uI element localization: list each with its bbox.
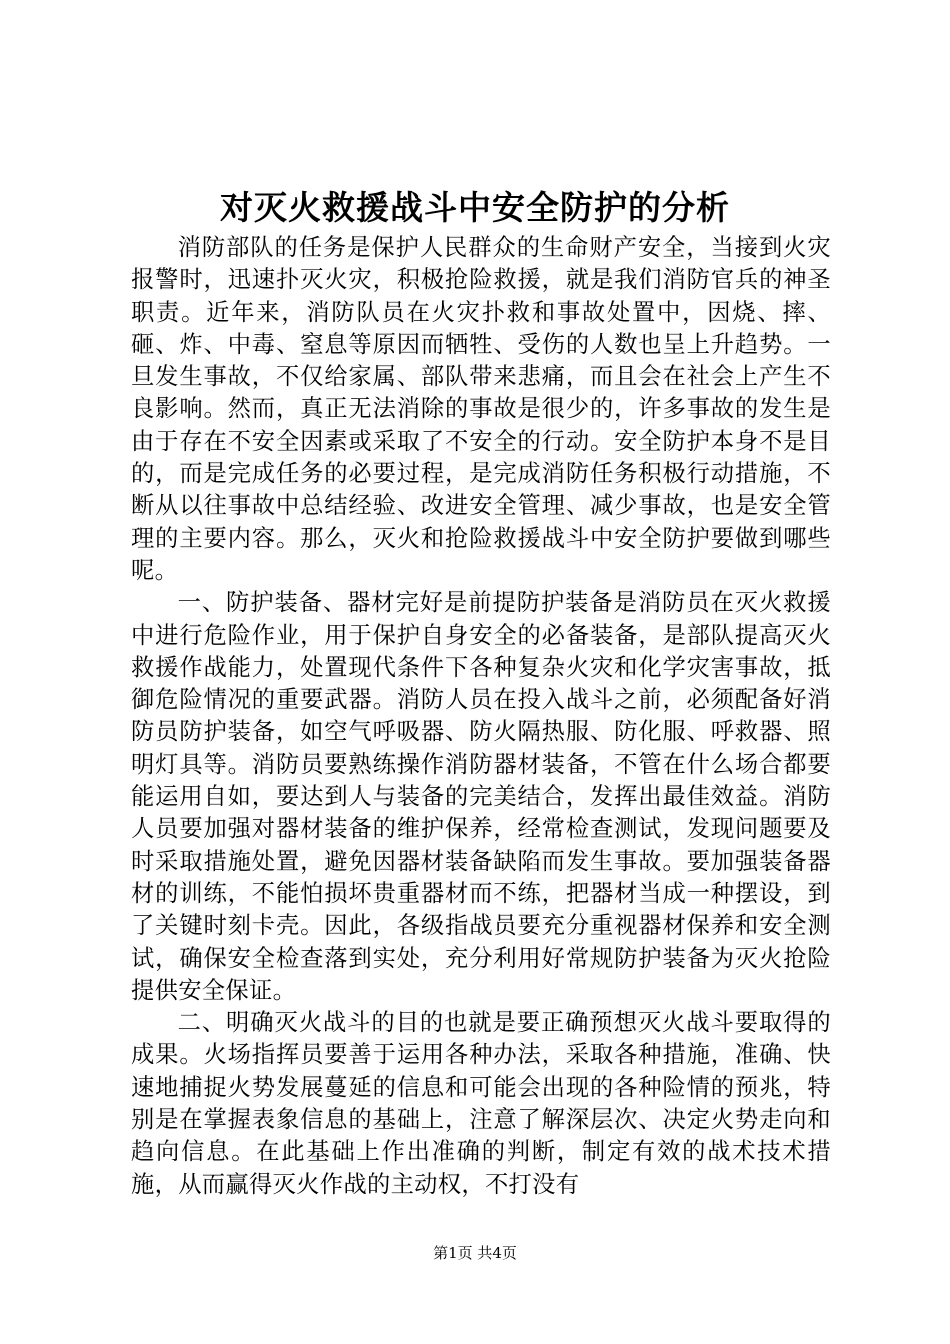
paragraph-section-2: 二、明确灭火战斗的目的也就是要正确预想灭火战斗要取得的成果。火场指挥员要善于运用各种办法，采取各种措施，准确、快速地捕捉火势发展蔓延的信息和可能会出现的各种险情的预兆，特别是在掌握表象信息的基础上，注意了解深层次、决定火势走向和趋向信息。在此基础上作出准确的判断，制定有效的战术技术措施，从而赢得灭火作战的主动权，不打没有 bbox=[131, 1009, 831, 1198]
paragraph-section-1: 一、防护装备、器材完好是前提防护装备是消防员在灭火救援中进行危险作业，用于保护自身安全的必备装备，是部队提高灭火救援作战能力，处置现代条件下各种复杂火灾和化学灾害事故，抵御危险情况的重要武器。消防人员在投入战斗之前，必须配备好消防员防护装备，如空气呼吸器、防火隔热服、防化服、呼救器、照明灯具等。消防员要熟练操作消防器材装备，不管在什么场合都要能运用自如，要达到人与装备的完美结合，发挥出最佳效益。消防人员要加强对器材装备的维护保养，经常检查测试，发现问题要及时采取措施处置，避免因器材装备缺陷而发生事故。要加强装备器材的训练，不能怕损坏贵重器材而不练，把器材当成一种摆设，到了关键时刻卡壳。因此，各级指战员要充分重视器材保养和安全测试，确保安全检查落到实处，充分利用好常规防护装备为灭火抢险提供安全保证。 bbox=[131, 589, 831, 1004]
paragraph-intro: 消防部队的任务是保护人民群众的生命财产安全，当接到火灾报警时，迅速扑灭火灾，积极抢险救援，就是我们消防官兵的神圣职责。近年来，消防队员在火灾扑救和事故处置中，因烧、摔、砸、炸、中毒、窒息等原因而牺牲、受伤的人数也呈上升趋势。一旦发生事故，不仅给家属、部队带来悲痛，而且会在社会上产生不良影响。然而，真正无法消除的事故是很少的，许多事故的发生是由于存在不安全因素或采取了不安全的行动。安全防护本身不是目的，而是完成任务的必要过程，是完成消防任务积极行动措施，不断从以往事故中总结经验、改进安全管理、减少事故，也是安全管理的主要内容。那么，灭火和抢险救援战斗中安全防护要做到哪些呢。 bbox=[131, 234, 831, 584]
document-body bbox=[131, 232, 831, 1201]
page-footer: 第1页 共4页 bbox=[433, 1244, 517, 1262]
document-title: 对灭火救援战斗中安全防护的分析 bbox=[220, 188, 730, 227]
